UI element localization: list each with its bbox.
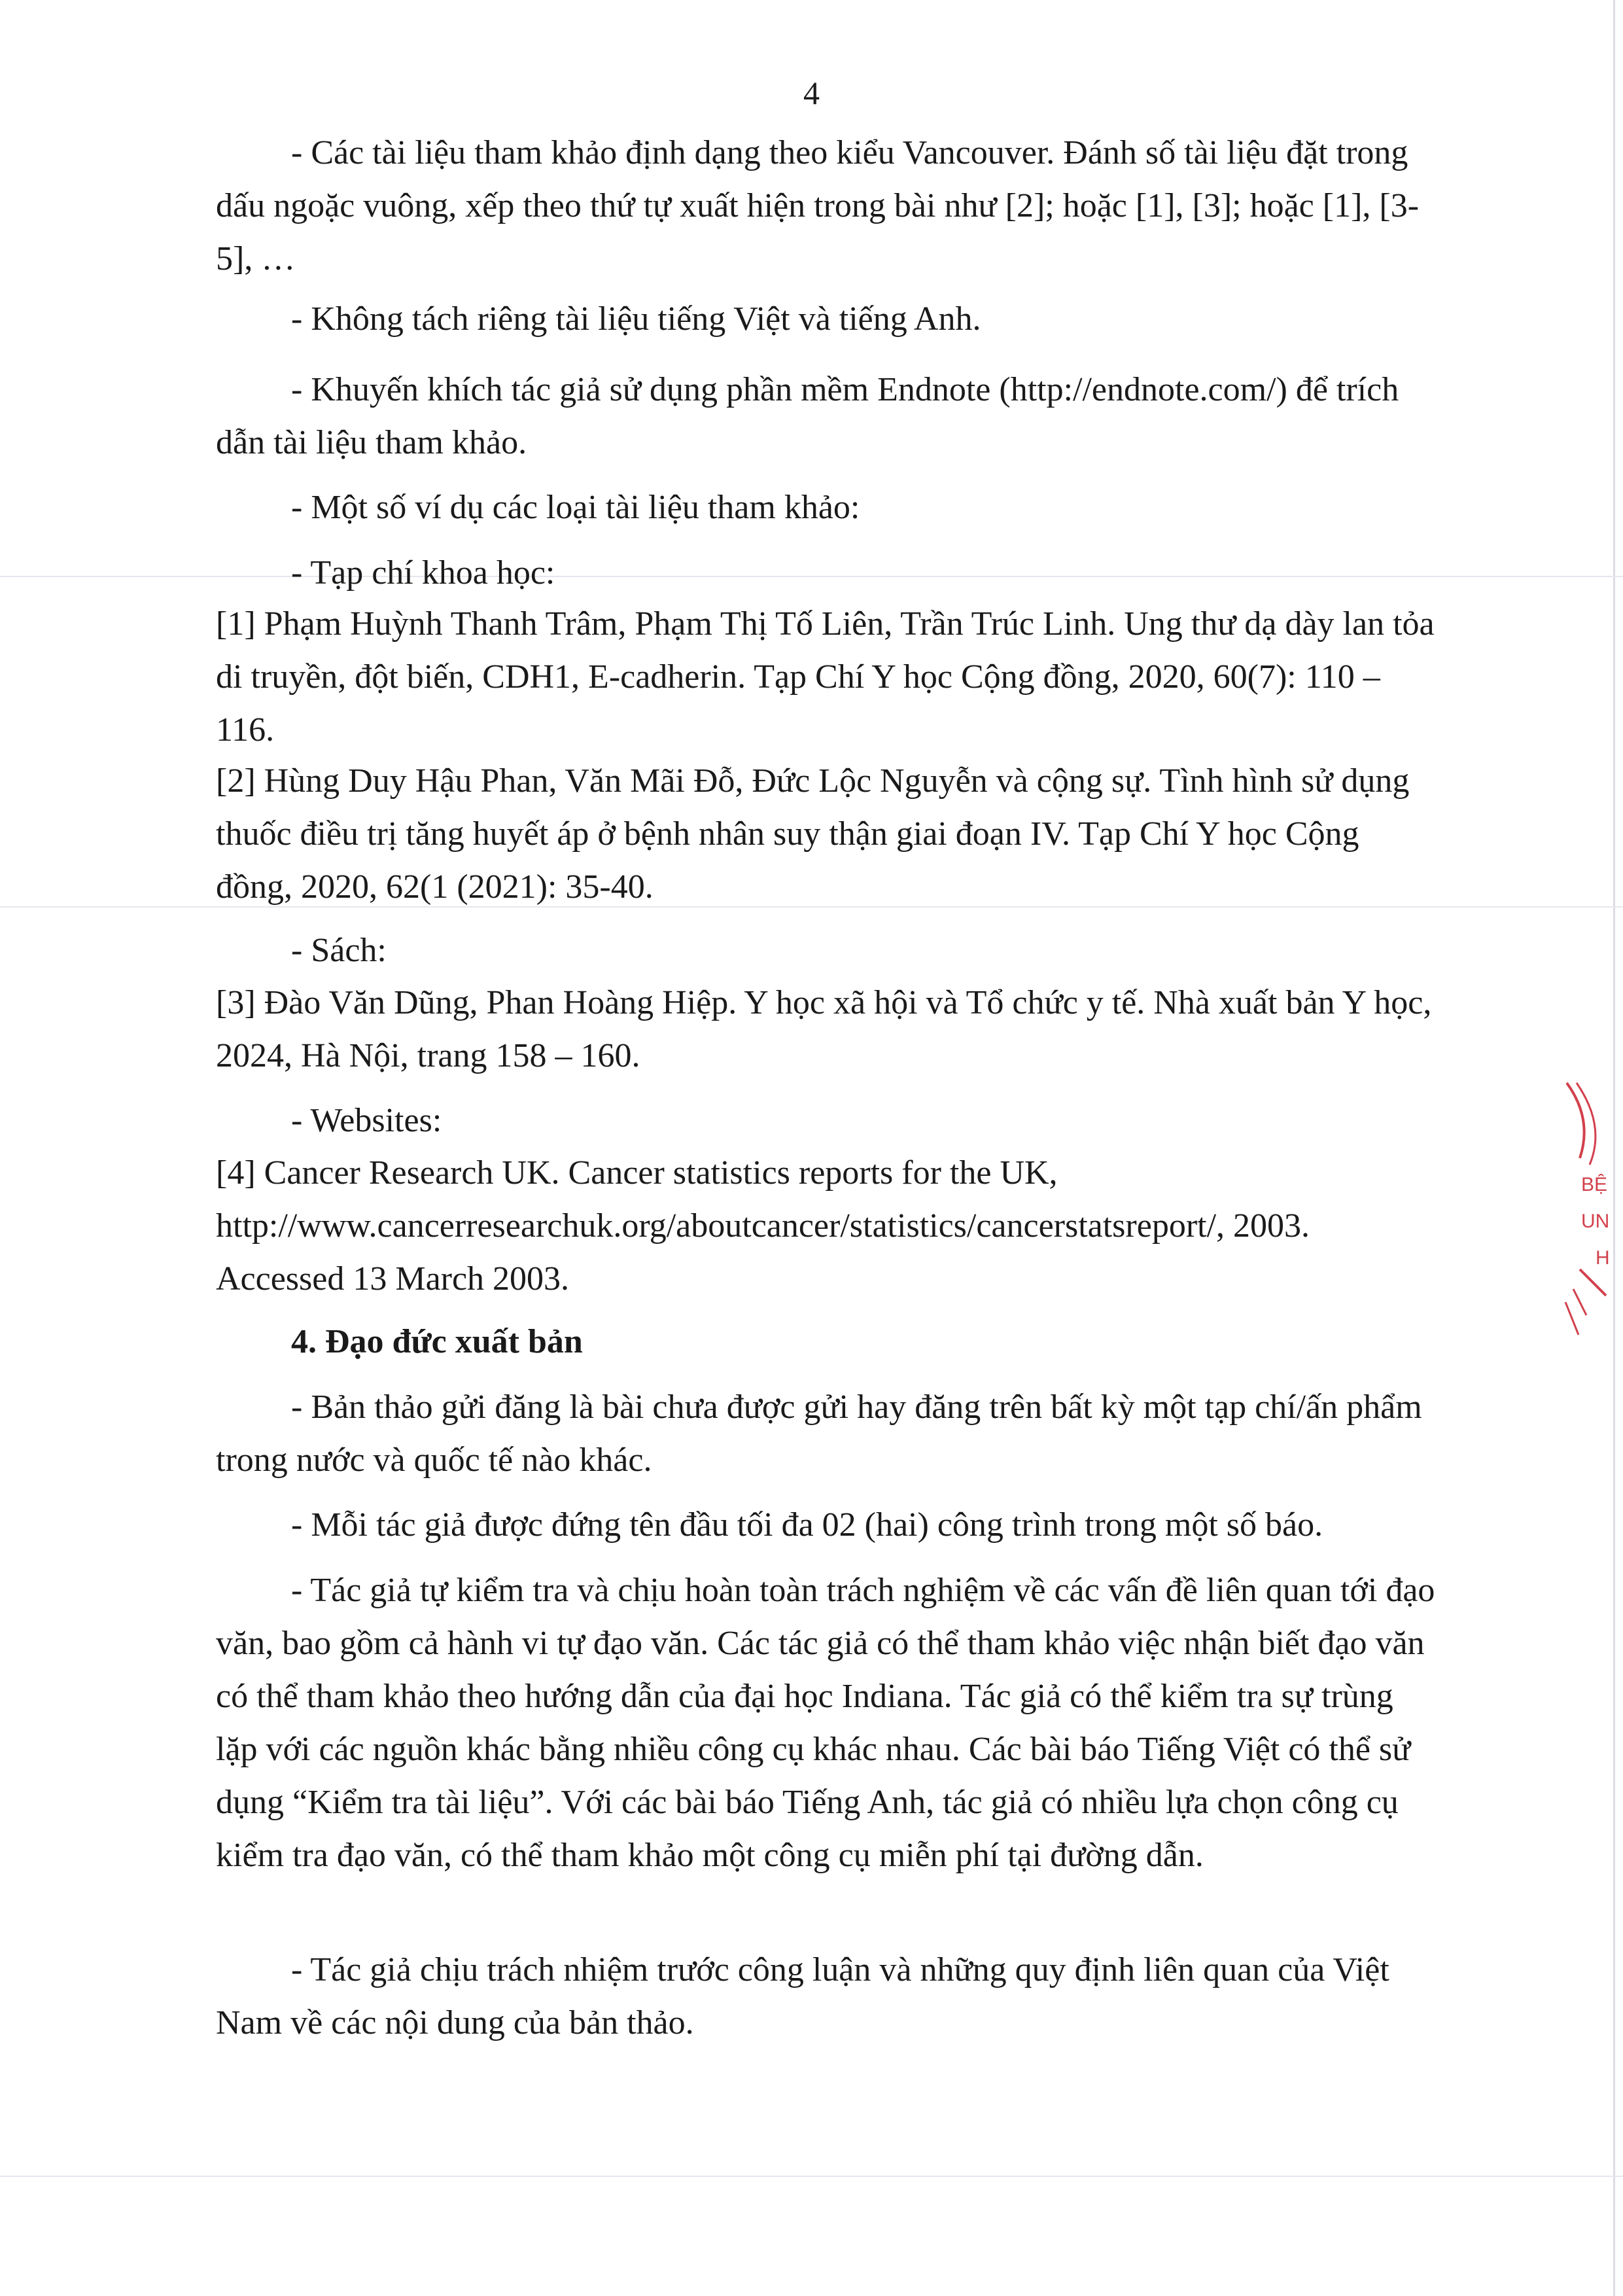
label-websites: - Websites: <box>291 1102 442 1139</box>
reference-web <box>216 1146 1439 1305</box>
ethics-paragraph: - Tác giả chịu trách nhiệm trước công luận và những quy định liên quan của Việt Nam về các nội dung của bản thảo. <box>216 1951 1389 2041</box>
paragraph-examples-intro: - Một số ví dụ các loại tài liệu tham khảo: <box>291 489 860 526</box>
ethics-paragraph: - Bản thảo gửi đăng là bài chưa được gửi hay đăng trên bất kỳ một tạp chí/ấn phẩm trong nước và quốc tế nào khác. <box>216 1388 1422 1479</box>
paragraph-endnote: - Khuyến khích tác giả sử dụng phần mềm Endnote (http://endnote.com/) để trích dẫn tài liệu tham khảo. <box>216 371 1399 461</box>
reference-item: [1] Phạm Huỳnh Thanh Trâm, Phạm Thị Tố Liên, Trần Trúc Linh. Ung thư dạ dày lan tỏa di truyền, đột biến, CDH1, E-cadherin. Tạp Chí Y học Cộng đồng, 2020, 60(7): 110 – 116. <box>216 605 1435 749</box>
reference-web-line: [4] Cancer Research UK. Cancer statistics reports for the UK, <box>216 1154 1058 1192</box>
ethics-paragraph: - Mỗi tác giả được đứng tên đầu tối đa 02 (hai) công trình trong một số báo. <box>291 1506 1323 1544</box>
paragraph-no-separate-languages: - Không tách riêng tài liệu tiếng Việt và tiếng Anh. <box>291 300 981 338</box>
stamp-text: H <box>1596 1247 1610 1269</box>
page-number: 4 <box>803 75 820 111</box>
reference-web-line: Accessed 13 March 2003. <box>216 1260 570 1298</box>
stamp-fragment <box>1541 1080 1623 1341</box>
reference-item: [2] Hùng Duy Hậu Phan, Văn Mãi Đỗ, Đức Lộc Nguyễn và cộng sự. Tình hình sử dụng thuốc điều trị tăng huyết áp ở bệnh nhân suy thận giai đoạn IV. Tạp Chí Y học Cộng đồng, 2020, 62(1 (2021): 35-40. <box>216 762 1410 906</box>
paragraph-vancouver: - Các tài liệu tham khảo định dạng theo kiểu Vancouver. Đánh số tài liệu đặt trong dấu ngoặc vuông, xếp theo thứ tự xuất hiện trong bài như [2]; hoặc [1], [3]; hoặc [1], [3-5], … <box>216 134 1420 277</box>
label-journals: - Tạp chí khoa học: <box>291 554 555 592</box>
label-books: - Sách: <box>291 932 387 969</box>
reference-item: [3] Đào Văn Dũng, Phan Hoàng Hiệp. Y học xã hội và Tổ chức y tế. Nhà xuất bản Y học, 2024, Hà Nội, trang 158 – 160. <box>216 984 1432 1074</box>
ethics-paragraph: - Tác giả tự kiểm tra và chịu hoàn toàn trách nghiệm về các vấn đề liên quan tới đạo văn, bao gồm cả hành vi tự đạo văn. Các tác giả có thể tham khảo việc nhận biết đạo văn có thể tham khảo theo hướng dẫn của đại học Indiana. Tác giả có thể kiểm tra sự trùng lặp với các nguồn khác bằng nhiều công cụ khác nhau. Các bài báo Tiếng Việt có thể sử dụng “Kiểm tra tài liệu”. Với các bài báo Tiếng Anh, tác giả có nhiều lựa chọn công cụ kiểm tra đạo văn, có thể tham khảo một công cụ miễn phí tại đường dẫn. <box>216 1572 1435 1874</box>
stamp-text: BỆ <box>1581 1174 1608 1195</box>
reference-web-url: http://www.cancerresearchuk.org/aboutcancer/statistics/cancerstatsreport/, 2003. <box>216 1207 1310 1245</box>
stamp-text: UN <box>1581 1210 1610 1232</box>
scan-artifact-line <box>0 2176 1623 2177</box>
section-heading-ethics: 4. Đạo đức xuất bản <box>291 1323 583 1360</box>
